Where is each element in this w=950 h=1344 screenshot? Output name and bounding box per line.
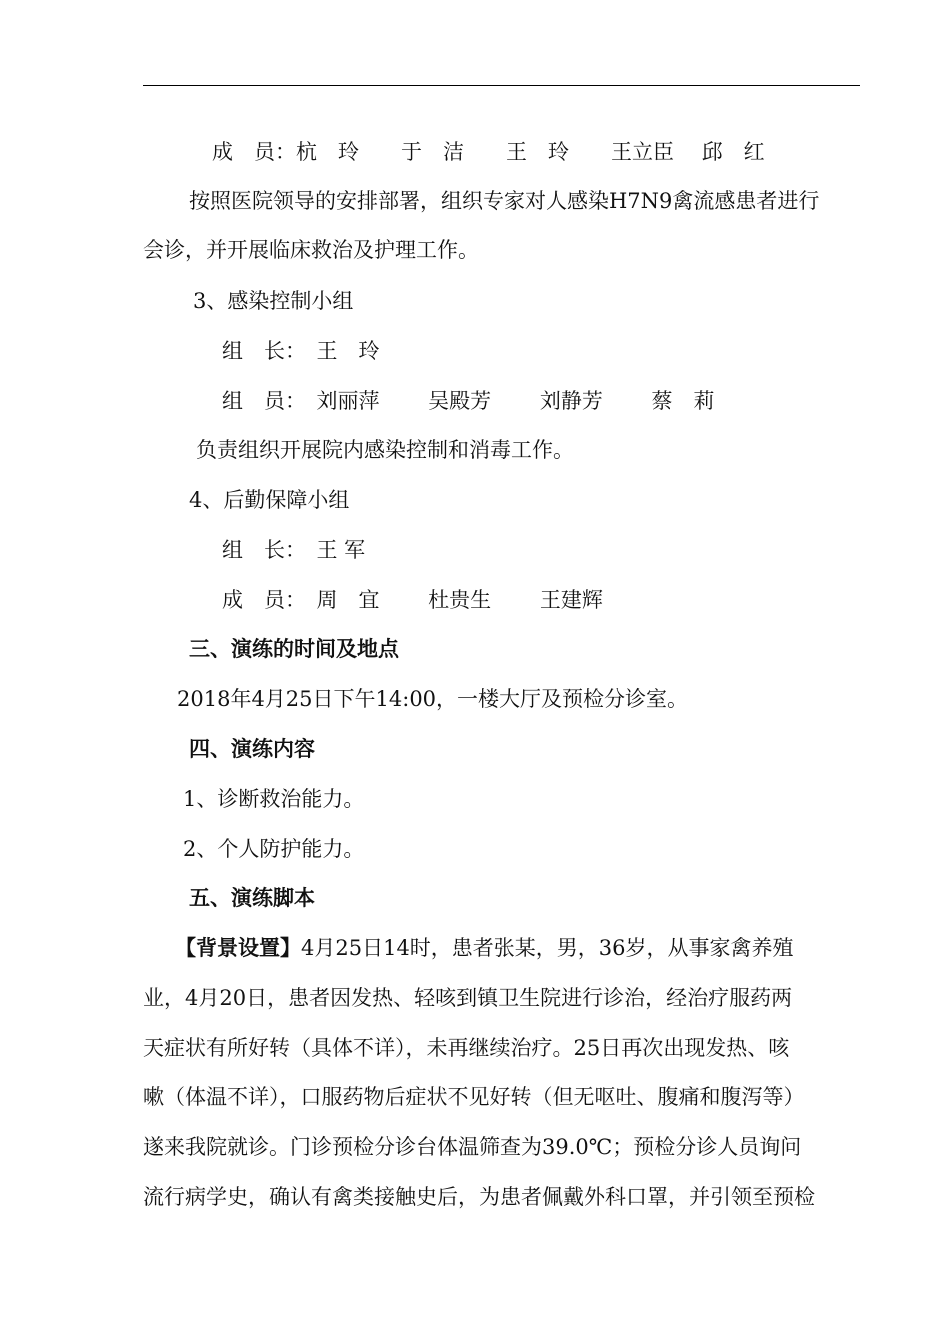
body-paragraph: 负责组织开展院内感染控制和消毒工作。 [196,438,574,462]
background-text: 4月25日14时，患者张某，男，36岁，从事家禽养殖 [301,936,794,960]
section-heading: 三、演练的时间及地点 [189,636,399,661]
background-paragraph: 嗽（体温不详），口服药物后症状不见好转（但无呕吐、腹痛和腹泻等） [143,1085,805,1109]
team-members-line: 成 员： 周 宜 杜贵生 王建辉 [222,588,603,612]
background-paragraph: 流行病学史，确认有禽类接触史后，为患者佩戴外科口罩，并引领至预检 [143,1185,815,1209]
subsection-heading: 4、后勤保障小组 [189,488,350,512]
team-members-line: 成 员：杭 玲 于 洁 王 玲 王立臣 邱 红 [212,140,765,164]
list-item: 1、诊断救治能力。 [183,787,365,811]
background-paragraph: 遂来我院就诊。门诊预检分诊台体温筛查为39.0℃；预检分诊人员询问 [143,1135,802,1159]
team-members-line: 组 员： 刘丽萍 吴殿芳 刘静芳 蔡 莉 [222,389,715,413]
background-paragraph: 业，4月20日，患者因发热、轻咳到镇卫生院进行诊治，经治疗服药两 [143,986,793,1010]
body-paragraph: 按照医院领导的安排部署，组织专家对人感染H7N9禽流感患者进行 [189,189,820,213]
background-paragraph: 天症状有所好转（具体不详），未再继续治疗。25日再次出现发热、咳 [143,1036,790,1060]
background-paragraph-first-line [175,934,794,962]
background-label: 【背景设置】 [175,935,301,960]
body-paragraph: 会诊，并开展临床救治及护理工作。 [143,238,479,262]
section-heading: 五、演练脚本 [189,885,315,910]
subsection-heading: 3、感染控制小组 [193,289,354,313]
header-rule [143,85,860,86]
team-leader-line: 组 长： 王 玲 [222,339,380,363]
section-heading: 四、演练内容 [189,736,315,761]
list-item: 2、个人防护能力。 [183,837,365,861]
body-paragraph: 2018年4月25日下午14:00，一楼大厅及预检分诊室。 [177,687,689,711]
team-leader-line: 组 长： 王 军 [222,538,366,562]
